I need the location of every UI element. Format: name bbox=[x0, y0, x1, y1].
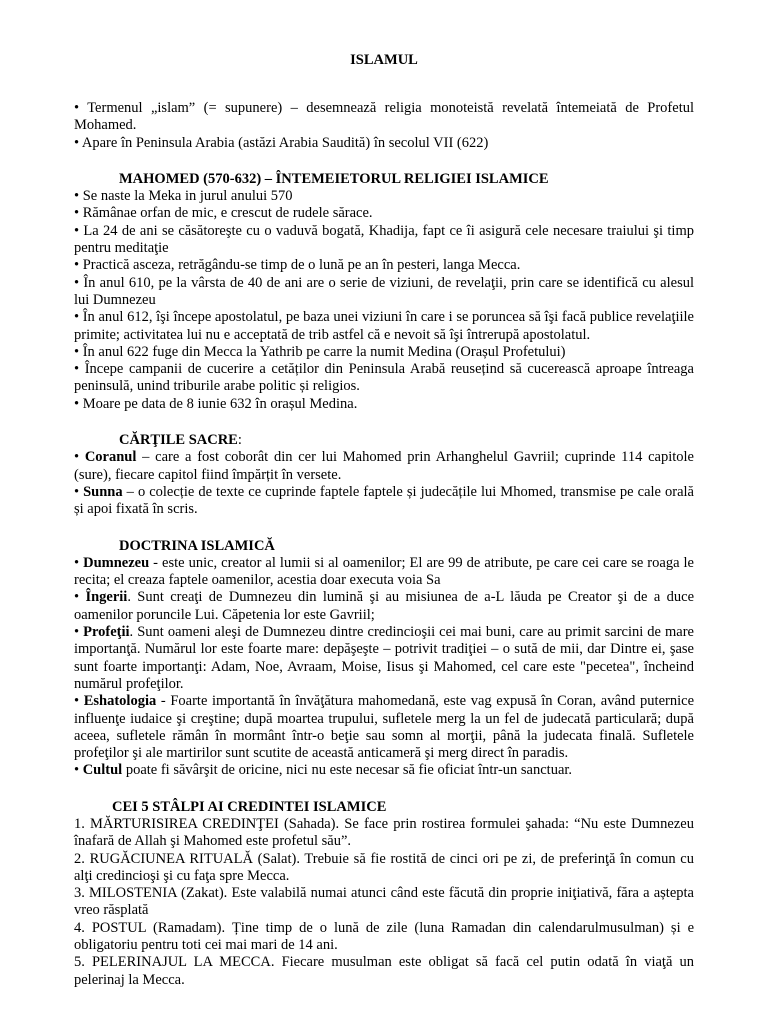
list-item bbox=[74, 449, 694, 484]
list-item bbox=[74, 589, 694, 624]
item-text: . Sunt creaţi de Dumnezeu din lumină şi au misiunea de a-L lăuda pe Creator şi de a duce oamenilor poruncile Lui. Căpetenia lor este Gavriil; bbox=[74, 589, 694, 623]
item-text: poate fi săvârşit de oricine, nici nu este necesar să fie oficiat într-un sanctuar. bbox=[122, 762, 573, 779]
list-item: • Se naste la Meka in jurul anului 570 bbox=[74, 188, 293, 205]
section-heading-carti-sacre bbox=[74, 432, 694, 449]
intro-paragraph: • Termenul „islam” (= supunere) – desemnează religia monoteistă revelată întemeiată de Profetul Mohamed. bbox=[74, 100, 694, 134]
term: Eshatologia bbox=[83, 693, 157, 710]
list-item: • La 24 de ani se căsătoreşte cu o vaduvă bogată, Khadija, fapt ce îi asigură cele necesare traiului şi timp pentru meditaţie bbox=[74, 222, 694, 257]
term: Profeţii bbox=[83, 624, 130, 641]
list-item bbox=[74, 762, 694, 779]
bullet: • bbox=[74, 589, 86, 606]
item-text: . Sunt oameni aleşi de Dumnezeu dintre credincioşii cei mai buni, care au primit sarcini de mare importanţă. Numărul lor este foarte mare: depăşeşte – potrivit tradiţiei – o sută de mii, dar Dintre ei, şase sunt foarte importanţi: Adam, Noe, Avraam, Moise, Iisus şi Mahomed, cel care este "pecetea", încheind numărul profeţilor. bbox=[74, 624, 694, 692]
list-item: 5. PELERINAJUL LA MECCA. Fiecare musulman este obligat să facă cel putin odată în viaţă un pelerinaj la Mecca. bbox=[74, 954, 694, 988]
item-text: – o colecție de texte ce cuprinde faptele faptele și judecățile lui Mhomed, transmise pe cale orală și apoi fixată în scris. bbox=[74, 483, 694, 518]
list-item: 1. MĂRTURISIREA CREDINŢEI (Sahada). Se face prin rostirea formulei şahada: “Nu este Dumnezeu înafară de Allah şi Mahomed este profetul său”. bbox=[74, 815, 694, 850]
intro-paragraph: • Apare în Peninsula Arabia (astăzi Arabia Saudită) în secolul VII (622) bbox=[74, 134, 489, 151]
item-text: – care a fost coborât din cer lui Mahomed prin Arhanghelul Gavriil; cuprinde 114 capitole (sure), fiecare capitol fiind împărțit în versete. bbox=[74, 449, 694, 483]
bullet: • bbox=[74, 762, 83, 779]
bullet: • bbox=[74, 624, 84, 641]
item-text: - este unic, creator al lumii si al oamenilor; El are 99 de atribute, pe care cei care se roaga le recita; el creaza faptele oamenilor, acestia doar executa voia Sa bbox=[74, 554, 694, 589]
bullet: • bbox=[74, 693, 84, 710]
section-heading-stalpi: CEI 5 STÂLPI AI CREDINTEI ISLAMICE bbox=[112, 798, 387, 815]
term: Coranul bbox=[84, 449, 137, 466]
list-item: • Moare pe data de 8 iunie 632 în orașul Medina. bbox=[74, 395, 358, 412]
bullet: • bbox=[74, 554, 84, 571]
list-item: • În anul 610, pe la vârsta de 40 de ani are o serie de viziuni, de revelaţii, prin care se identifică cu alesul lui Dumnezeu bbox=[74, 274, 694, 308]
section-heading-colon: : bbox=[237, 432, 242, 449]
list-item bbox=[74, 693, 694, 762]
list-item: • În anul 612, îşi începe apostolatul, pe baza unei viziuni în care i se poruncea să îşi facă publice revelaţiile primite; activitatea lui nu e acceptată de trib astfel că e nevoit să îşi întrerupă apostolatul. bbox=[74, 309, 694, 343]
bullet: • bbox=[74, 449, 85, 466]
term: Îngerii bbox=[85, 589, 128, 606]
list-item: • Rămânae orfan de mic, e crescut de rudele sărace. bbox=[74, 205, 373, 222]
list-item: 4. POSTUL (Ramadam). Ține timp de o lună de zile (luna Ramadan din calendarulmusulman) și e obligatoriu pentru toti cei mai mari de 14 ani. bbox=[74, 919, 694, 954]
document-body bbox=[74, 100, 694, 989]
list-item bbox=[74, 484, 694, 519]
list-item bbox=[74, 555, 694, 590]
section-heading-doctrina: DOCTRINA ISLAMICĂ bbox=[119, 537, 275, 554]
list-item: • În anul 622 fuge din Mecca la Yathrib pe carre la numit Medina (Orașul Profetului) bbox=[74, 343, 566, 360]
list-item: 3. MILOSTENIA (Zakat). Este valabilă numai atunci când este făcută din proprie iniţiativă, făra a aștepta vreo răsplată bbox=[74, 885, 694, 919]
term: Sunna bbox=[83, 483, 123, 500]
section-heading-text: CĂRŢILE SACRE bbox=[119, 432, 238, 449]
list-item: • Practică asceza, retrăgându-se timp de o lună pe an în pesteri, langa Mecca. bbox=[74, 257, 521, 274]
document-title: ISLAMUL bbox=[350, 52, 418, 68]
term: Cultul bbox=[82, 762, 123, 779]
item-text: - Foarte importantă în învăţătura mahomedană, este vag expusă în Coran, având puternice influenţe iudaice şi creştine; după moartea trupului, sufletele merg la un fel de judecată particulară; după aceea, sufletele rămân în mormânt într-o beţie sau somn al morţii, până la judecata finală. Sufletele profeţilor şi ale martirilor sunt scutite de această anticameră şi merg direct în paradis. bbox=[74, 693, 694, 762]
list-item: 2. RUGĂCIUNEA RITUALĂ (Salat). Trebuie să fie rostită de cinci ori pe zi, de preferinţă în comun cu alţi credincioşi şi cu faţa spre Mecca. bbox=[74, 850, 694, 884]
list-item bbox=[74, 624, 694, 693]
section-heading-mahomed: MAHOMED (570-632) – ÎNTEMEIETORUL RELIGIEI ISLAMICE bbox=[119, 170, 549, 187]
term: Dumnezeu bbox=[83, 554, 150, 571]
bullet: • bbox=[74, 483, 84, 500]
list-item: • Începe campanii de cucerire a cetăților din Peninsula Arabă reusețind să cucerească aproape întreaga peninsulă, unind triburile arabe politic și religios. bbox=[74, 361, 694, 395]
